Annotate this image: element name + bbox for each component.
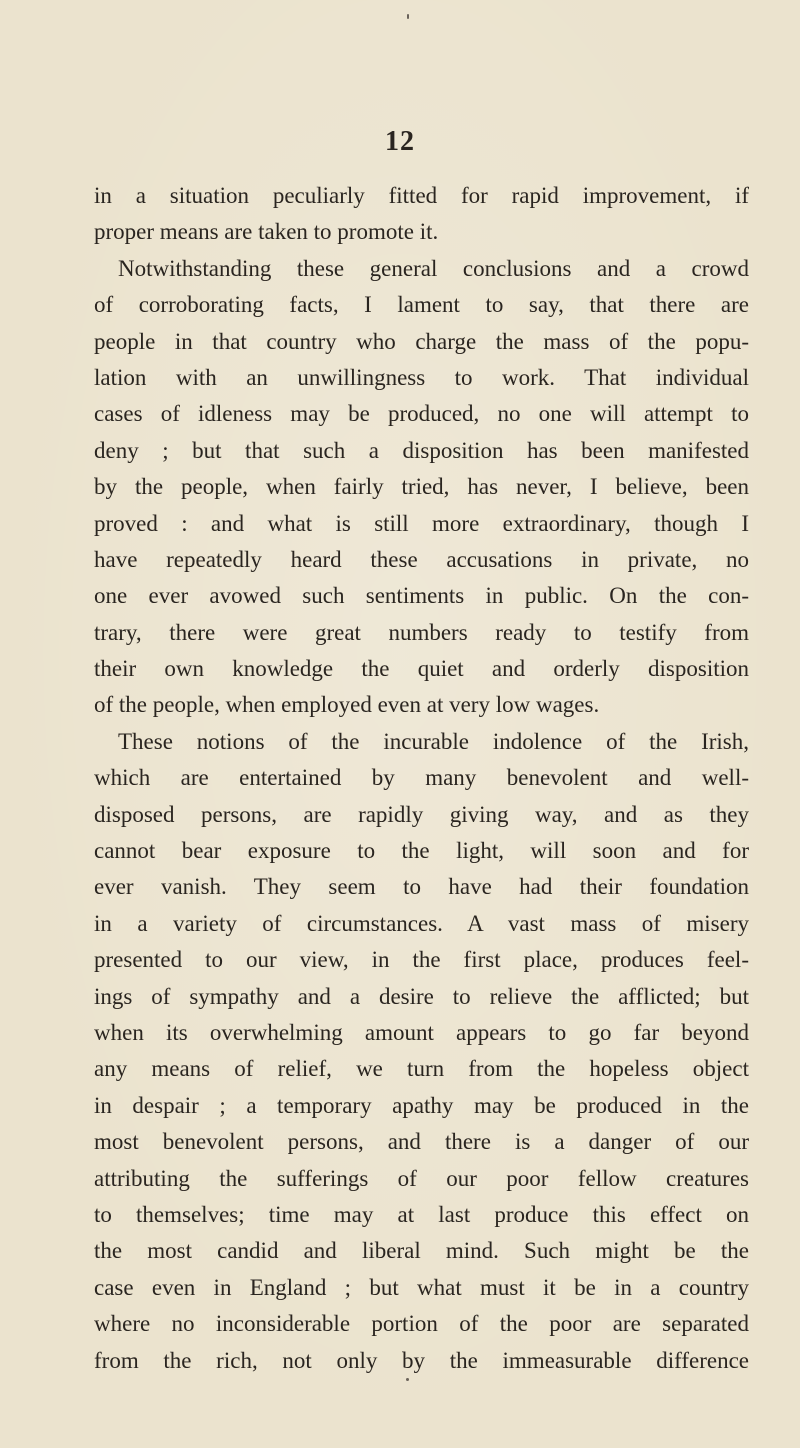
text-line: trary, there were great numbers ready to testify from: [94, 619, 749, 645]
text-line: lation with an unwillingness to work. That individual: [94, 364, 749, 390]
text-line: have repeatedly heard these accusations in private, no: [94, 546, 749, 572]
text-line: one ever avowed such sentiments in public. On the con-: [94, 583, 749, 609]
text-line: in a variety of circumstances. A vast mass of misery: [94, 910, 749, 936]
text-line: deny ; but that such a disposition has been manifested: [94, 437, 749, 463]
text-line: in despair ; a temporary apathy may be produced in the: [94, 1092, 749, 1118]
text-line: the most candid and liberal mind. Such might be the: [94, 1238, 749, 1264]
text-line: in a situation peculiarly fitted for rapid improvement, if: [94, 183, 749, 208]
text-line: to themselves; time may at last produce this effect on: [94, 1201, 749, 1227]
text-line: ings of sympathy and a desire to relieve the afflicted; but: [94, 983, 749, 1009]
text-line: cannot bear exposure to the light, will soon and for: [94, 838, 749, 864]
text-line: ever vanish. They seem to have had their foundation: [94, 874, 749, 900]
text-line: of the people, when employed even at very low wages.: [94, 692, 600, 718]
text-line: any means of relief, we turn from the hopeless object: [94, 1056, 749, 1082]
text-line: most benevolent persons, and there is a danger of our: [94, 1129, 749, 1155]
text-line: which are entertained by many benevolent and well-: [94, 765, 749, 791]
text-line: by the people, when fairly tried, has never, I believe, been: [94, 474, 749, 500]
text-line: attributing the sufferings of our poor fellow creatures: [94, 1165, 749, 1191]
text-line: people in that country who charge the mass of the popu-: [94, 328, 749, 354]
text-line: presented to our view, in the first place, produces feel-: [94, 947, 749, 973]
text-line: cases of idleness may be produced, no one will attempt to: [94, 401, 749, 427]
text-line: These notions of the incurable indolence of the Irish,: [118, 728, 749, 754]
text-line: proved : and what is still more extraordinary, though I: [94, 510, 749, 536]
text-line: disposed persons, are rapidly giving way, and as they: [94, 801, 749, 827]
text-line: of corroborating facts, I lament to say, that there are: [94, 292, 749, 318]
body-text: [94, 178, 749, 1379]
text-line: where no inconsiderable portion of the poor are separated: [94, 1311, 749, 1337]
text-line: proper means are taken to promote it.: [94, 219, 439, 245]
text-line: when its overwhelming amount appears to go far beyond: [94, 1019, 749, 1045]
text-line: case even in England ; but what must it be in a country: [94, 1274, 749, 1300]
page-number: 12: [385, 126, 415, 157]
text-line: their own knowledge the quiet and orderly disposition: [94, 656, 749, 682]
text-line: Notwithstanding these general conclusions and a crowd: [118, 255, 749, 281]
text-line: from the rich, not only by the immeasurable difference: [94, 1347, 749, 1373]
stray-ink-mark: [407, 14, 409, 19]
